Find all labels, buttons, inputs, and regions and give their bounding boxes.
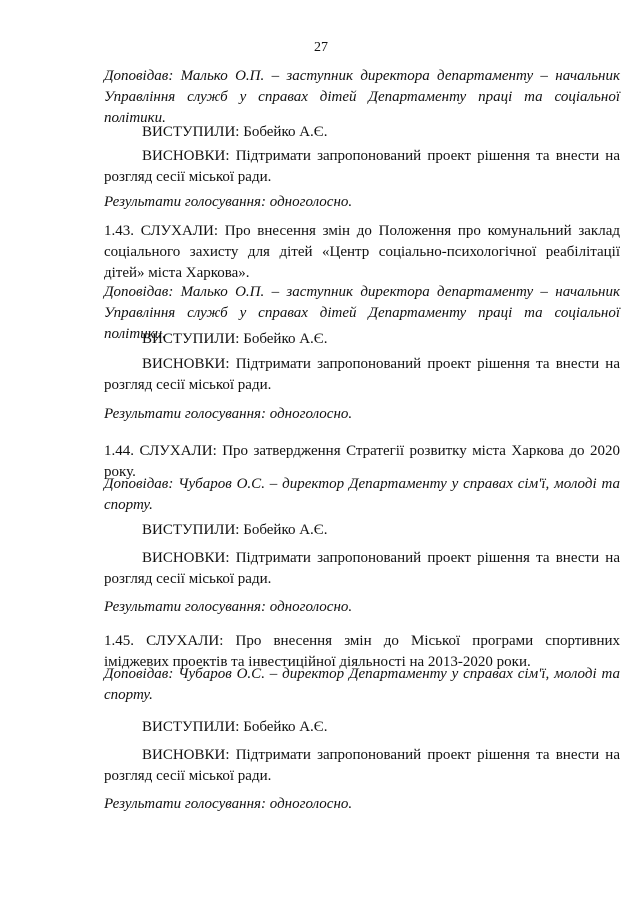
voting-results-1-43: Результати голосування: одноголосно.	[104, 406, 353, 422]
voting-results-1-45: Результати голосування: одноголосно.	[104, 796, 353, 812]
speakers-paragraph-1-43: ВИСТУПИЛИ: Бобейко А.Є.	[142, 331, 328, 347]
conclusions-paragraph-1-44: ВИСНОВКИ: Підтримати запропонований проект рішення та внести на розгляд сесії міської ради.	[104, 550, 620, 587]
speaker-paragraph-1-45: Доповідав: Чубаров О.С. – директор Департаменту у справах сім'ї, молоді та спорту.	[104, 666, 620, 703]
speakers-paragraph: ВИСТУПИЛИ: Бобейко А.Є.	[142, 124, 328, 140]
heard-item-1-43: 1.43. СЛУХАЛИ: Про внесення змін до Положення про комунальний заклад соціального захисту для дітей «Центр соціально-психологічної реабілітації дітей» міста Харкова».	[104, 223, 620, 281]
speaker-paragraph-1-43: Доповідав: Малько О.П. – заступник директора департаменту – начальник Управління служб у справах дітей Департаменту праці та соціальної політики.	[104, 284, 620, 342]
page-number: 27	[314, 40, 328, 55]
heard-item-1-45: 1.45. СЛУХАЛИ: Про внесення змін до Міської програми спортивних іміджевих проектів та інвестиційної діяльності на 2013-2020 роки.	[104, 633, 620, 670]
speakers-paragraph-1-44: ВИСТУПИЛИ: Бобейко А.Є.	[142, 522, 328, 538]
voting-results-1-44: Результати голосування: одноголосно.	[104, 599, 353, 615]
conclusions-paragraph-1-45: ВИСНОВКИ: Підтримати запропонований проект рішення та внести на розгляд сесії міської ради.	[104, 747, 620, 784]
speakers-paragraph-1-45: ВИСТУПИЛИ: Бобейко А.Є.	[142, 719, 328, 735]
speaker-paragraph: Доповідав: Малько О.П. – заступник директора департаменту – начальник Управління служб у справах дітей Департаменту праці та соціальної політики.	[104, 68, 620, 126]
conclusions-paragraph-1-43: ВИСНОВКИ: Підтримати запропонований проект рішення та внести на розгляд сесії міської ради.	[104, 356, 620, 393]
speaker-paragraph-1-44: Доповідав: Чубаров О.С. – директор Департаменту у справах сім'ї, молоді та спорту.	[104, 476, 620, 513]
heard-item-1-44: 1.44. СЛУХАЛИ: Про затвердження Стратегії розвитку міста Харкова до 2020 року.	[104, 443, 620, 480]
voting-results: Результати голосування: одноголосно.	[104, 194, 353, 210]
conclusions-paragraph: ВИСНОВКИ: Підтримати запропонований проект рішення та внести на розгляд сесії міської ради.	[104, 148, 620, 185]
